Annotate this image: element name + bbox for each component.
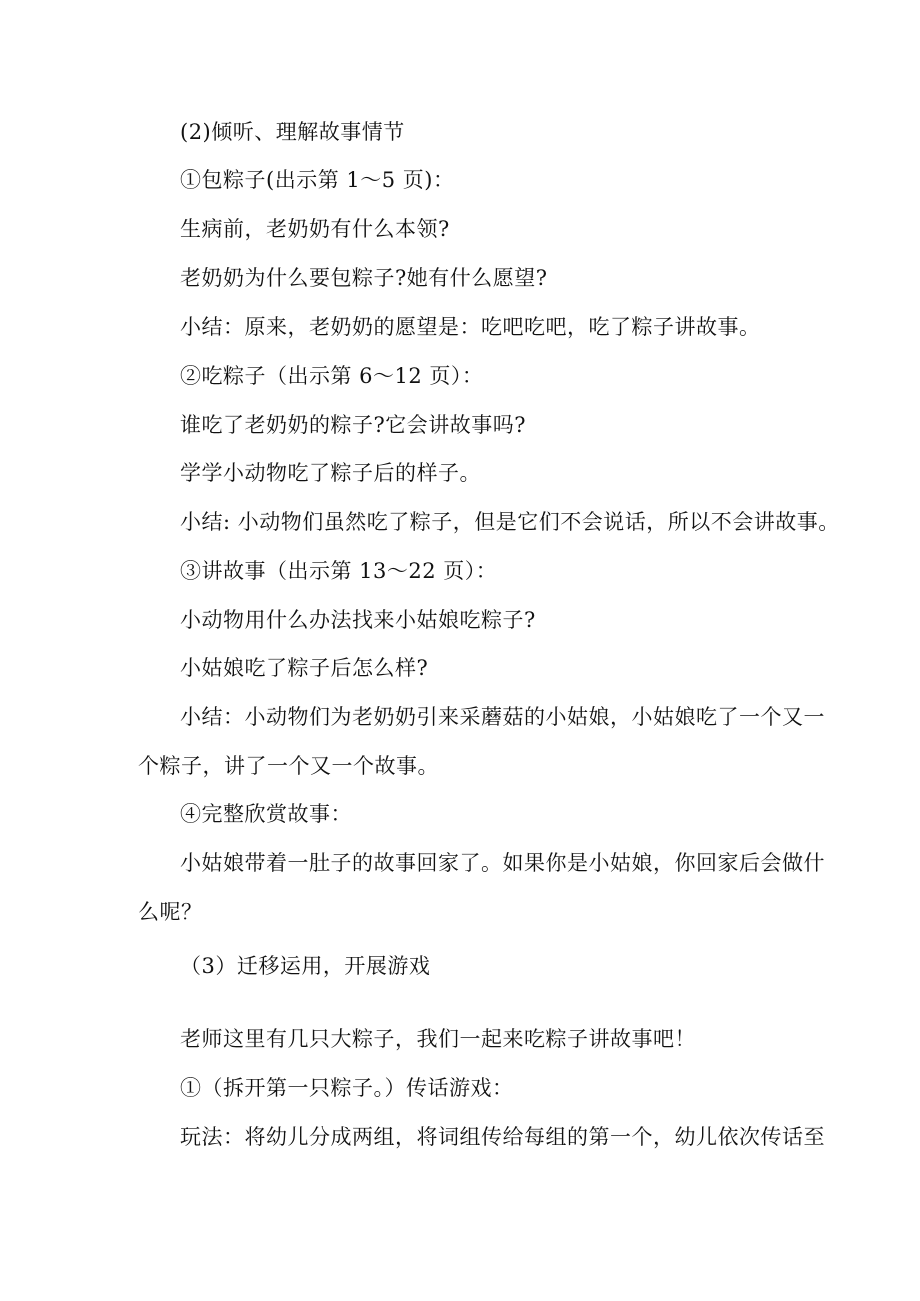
paragraph-continuation: 么呢？ (138, 900, 203, 924)
game-heading: ①（拆开第一只粽子。）传话游戏： (180, 1076, 514, 1100)
question-line: 小姑娘吃了粽子后怎么样? (180, 656, 429, 680)
step-4-heading: ④完整欣赏故事： (180, 802, 352, 826)
activity-line: 学学小动物吃了粽子后的样子。 (180, 461, 481, 485)
summary-line: 小结：原来，老奶奶的愿望是：吃吧吃吧，吃了粽子讲故事。 (180, 315, 761, 339)
step-2-heading: ②吃粽子（出示第 6～12 页）： (180, 364, 484, 388)
step-1-heading: ①包粽子(出示第 1～5 页)： (180, 168, 455, 192)
question-line: 小动物用什么办法找来小姑娘吃粽子? (180, 608, 536, 632)
rules-line: 玩法：将幼儿分成两组，将词组传给每组的第一个，幼儿依次传话至 (180, 1125, 825, 1149)
paragraph-line: 老师这里有几只大粽子，我们一起来吃粽子讲故事吧！ (180, 1027, 696, 1051)
question-line: 老奶奶为什么要包粽子?她有什么愿望? (180, 266, 548, 290)
paragraph-line: 小姑娘带着一肚子的故事回家了。如果你是小姑娘，你回家后会做什 (180, 851, 825, 875)
section-heading-3: （3）迁移运用，开展游戏 (180, 954, 431, 978)
question-line: 谁吃了老奶奶的粽子?它会讲故事吗? (180, 413, 527, 437)
section-heading-2: (2)倾听、理解故事情节 (180, 120, 405, 144)
summary-line: 小结: 小动物们虽然吃了粽子，但是它们不会说话，所以不会讲故事。 (180, 510, 840, 534)
summary-continuation: 个粽子，讲了一个又一个故事。 (138, 754, 439, 778)
step-3-heading: ③讲故事（出示第 13～22 页）： (180, 559, 498, 583)
question-line: 生病前，老奶奶有什么本领? (180, 217, 450, 241)
summary-line: 小结：小动物们为老奶奶引来采蘑菇的小姑娘，小姑娘吃了一个又一 (180, 705, 825, 729)
